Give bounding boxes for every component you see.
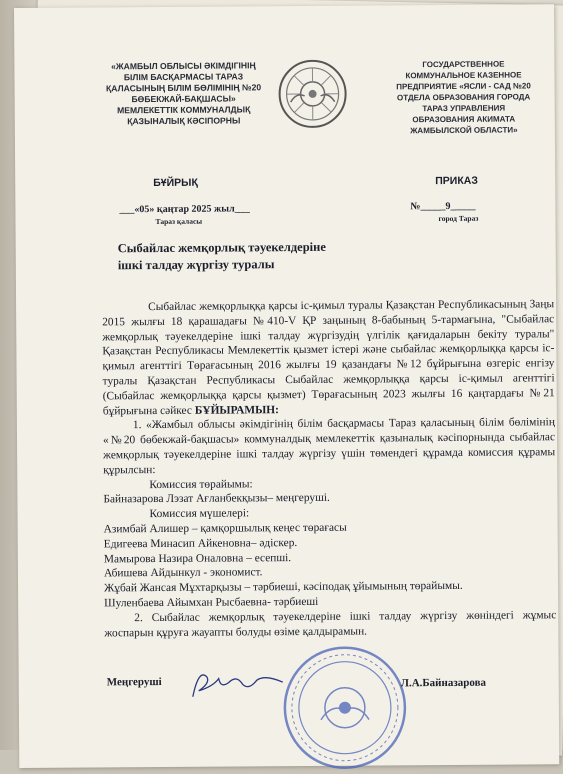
preamble-text: Сыбайлас жемқорлыққа қарсы іс-қимыл туралы Қазақстан Республикасының Заңы 2015 жылғы 18 қарашадағы №410-V ҚР заңының 8-бабының 5-тармағына, "Сыбайлас жемқорлық тәуекелдеріне ішкі талдау жүргізудің үлгілік қағидаларын бекіту туралы" Қазақстан Республикасы Мемлекеттік қызмет істері және сыбайлас жемқорлыққа қарсы іс-қимыл агенттігі Төрағасының 2016 жылғы 19 қазандағы №12 бұйрығына өзгеріс енгізу туралы Қазақстан Республикасы Сыбайлас жемқорлыққа қарсы іс-қимыл агенттігі (Сыбайлас жемқорлыққа қарсы қызмет) Төрағасының 2023 жылғы 16 қаңтардағы №21 бұйрығына сәйкес <box>102 298 555 417</box>
header-left-line: БІЛІМ БАСҚАРМАСЫ ТАРАЗ <box>88 71 278 83</box>
document-title <box>118 239 326 274</box>
member-item: Шуленбаева Айымхан Рысбаевна- тәрбиеші <box>104 593 556 611</box>
header-right-line: КОММУНАЛЬНОЕ КАЗЕННОЕ <box>378 69 548 81</box>
document-body <box>102 297 556 640</box>
header-right-line: ПРЕДПРИЯТИЕ «ЯСЛИ - САД №20 <box>379 80 549 92</box>
header-right-russian <box>378 58 549 136</box>
order-city-russian: город Тараз <box>438 214 478 223</box>
header-right-line: ЖАМБЫЛСКОЙ ОБЛАСТИ» <box>379 124 549 136</box>
header-right-line: ОТДЕЛА ОБРАЗОВАНИЯ ГОРОДА <box>379 91 549 103</box>
signatory-role: Меңгеруші <box>107 676 162 688</box>
title-line: Сыбайлас жемқорлық тәуекелдеріне <box>118 239 326 257</box>
member-item: Жұбай Жансая Мұхтарқызы – тәрбиеші, кәсіподақ ұйымының төрайымы. <box>104 578 556 596</box>
header-left-line: ҚАЗЫНАЛЫҚ КӘСІПОРНЫ <box>89 115 279 127</box>
header-left-line: ҚАЛАСЫНЫҢ БІЛІМ БӨЛІМІНІҢ №20 <box>89 82 279 94</box>
member-item: Едигеева Минасип Айкеновна– әдіскер. <box>104 534 556 552</box>
header-right-line: ГОСУДАРСТВЕННОЕ <box>378 58 548 70</box>
header-left-line: МЕМЛЕКЕТТІК КОММУНАЛДЫҚ <box>89 104 279 116</box>
header-left-line: «ЖАМБЫЛ ОБЛЫСЫ ӘКІМДІГІНІҢ <box>88 60 278 72</box>
members-label: Комиссия мүшелері: <box>103 504 555 522</box>
state-emblem-icon <box>276 58 349 131</box>
title-line: ішкі талдау жүргізу туралы <box>118 256 326 274</box>
header-left-kazakh <box>88 60 278 127</box>
member-item: Азимбай Алишер – қамқоршылық кеңес төрағасы <box>104 519 556 537</box>
order-city-kazakh: Тараз қаласы <box>155 217 202 226</box>
header-right-line: ТАРАЗ УПРАВЛЕНИЯ <box>379 102 549 114</box>
chair-name: Байназарова Лэзат Ағланбекқызы– меңгеруші. <box>103 490 555 508</box>
order-verb: БҰЙЫРАМЫН: <box>195 404 279 417</box>
header-right-line: ОБРАЗОВАНИЯ АКИМАТА <box>379 113 549 125</box>
order-date: ___«05» қаңтар 2025 жыл___ <box>119 203 249 215</box>
header-left-line: БӨБЕКЖАЙ-БАҚШАСЫ» <box>89 93 279 105</box>
order-number: №_____9_____ <box>410 201 475 212</box>
order-label-kazakh: БҰЙРЫҚ <box>153 177 198 189</box>
member-item: Мамырова Назира Оналовна – есепші. <box>104 549 556 567</box>
preamble-paragraph <box>102 297 555 419</box>
signatory-name: Л.А.Байназарова <box>401 677 486 690</box>
order-label-russian: ПРИКАЗ <box>435 175 478 187</box>
clause-1: 1. «Жамбыл облысы әкімдігінің білім басқармасы Тараз қаласының білім бөлімінің «№20 бөбекжай-бақшасы» коммуналдық мемлекеттік қазыналық кәсіпорнында сыбайлас жемқорлық тәуекелдеріне ішкі талдау жүргізу үшін төмендегі құрамда комиссия құрамы құрылсын: <box>103 416 555 478</box>
member-item: Абишева Айдынкул - экономист. <box>104 564 556 582</box>
chair-label: Комиссия төрайымы: <box>103 475 555 493</box>
official-stamp-icon <box>280 643 409 772</box>
document-page <box>14 4 559 768</box>
clause-2: 2. Сыбайлас жемқорлық тәуекелдеріне ішкі талдау жүргізу жөніндегі жұмыс жоспарын құруға жауапты болуды өзіме қалдырамын. <box>104 608 556 641</box>
